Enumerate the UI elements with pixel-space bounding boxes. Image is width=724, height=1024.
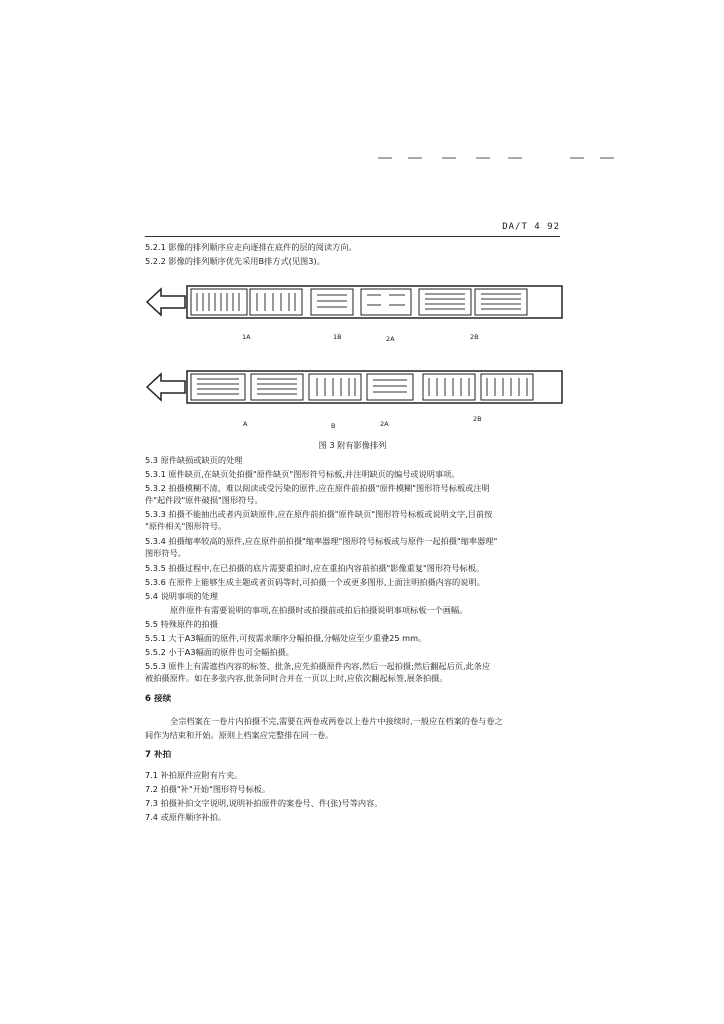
clause-7-4: 7.4 或原件顺序补拍。 bbox=[145, 812, 227, 822]
clause-5-5-1: 5.5.1 大于A3幅面的原件,可按需求顺序分幅拍摄,分幅处应至少重叠25 mm。 bbox=[145, 633, 427, 643]
frame-label: 1B bbox=[333, 333, 342, 341]
clause-5-2-2: 5.2.2 影像的排列顺序优先采用B排方式(见图3)。 bbox=[145, 256, 325, 266]
section-5-4: 5.4 说明事项的处理 bbox=[145, 591, 218, 601]
section-6-body-cont: 间作为结束和开始。原则上档案应完整排在同一卷。 bbox=[145, 730, 334, 740]
film-strip-bottom bbox=[145, 368, 565, 406]
clause-5-5-3-cont: 被拍摄原件。如在多张内容,批条同时合并在一页以上时,应依次翻起标签,展条拍摄。 bbox=[145, 673, 448, 683]
section-5-3: 5.3 原件缺损或缺页的处理 bbox=[145, 455, 243, 465]
clause-5-3-5: 5.3.5 拍摄过程中,在已拍摄的底片需要重拍时,应在重拍内容前拍摄"影像重复"图形符号标板。 bbox=[145, 563, 485, 573]
clause-5-3-3: 5.3.3 拍摄不能抽出或者内页缺原件,应在原件前拍摄"原件缺页"图形符号标板或说明文字,目前按 bbox=[145, 509, 493, 519]
arrow-left-icon bbox=[147, 374, 185, 400]
film-strip-top bbox=[145, 283, 565, 321]
top-dash-marks bbox=[378, 155, 618, 161]
clause-7-2: 7.2 拍摄"补"开始"图形符号标板。 bbox=[145, 784, 271, 794]
section-6-body: 全宗档案在一卷片内拍摄不完,需要在两卷或两卷以上卷片中接续时,一般应在档案的卷与卷之 bbox=[170, 716, 503, 726]
section-5-5: 5.5 特殊原件的拍摄 bbox=[145, 619, 218, 629]
frame-label: 2B bbox=[473, 415, 482, 423]
section-6-heading: 6 接续 bbox=[145, 694, 172, 704]
clause-7-1: 7.1 补拍原件应附有片夹。 bbox=[145, 770, 243, 780]
figure-caption: 图 3 附有影像排列 bbox=[318, 440, 387, 450]
clause-5-3-2: 5.3.2 拍摄模糊不清、难以阅读或受污染的原件,应在原件前拍摄"原件模糊"图形符号标板或注明 bbox=[145, 483, 490, 493]
clause-5-5-2: 5.5.2 小于A3幅面的原件也可全幅拍摄。 bbox=[145, 647, 294, 657]
frame-label: B bbox=[331, 422, 336, 430]
clause-5-3-6: 5.3.6 在原件上能够生成主题或者页码等时,可拍摄一个或更多图形,上面注明拍摄内容的说明。 bbox=[145, 577, 485, 587]
page-header: DA/T 4 92 bbox=[502, 222, 560, 232]
clause-5-2-1: 5.2.1 影像的排列顺序应走向逐排在底件的层的阅读方向。 bbox=[145, 242, 357, 252]
frame-label: 2A bbox=[386, 335, 395, 343]
frame-label: 2A bbox=[380, 420, 389, 428]
section-7-heading: 7 补拍 bbox=[145, 750, 172, 760]
clause-5-3-4-cont: 图形符号。 bbox=[145, 548, 186, 558]
frame-label: A bbox=[243, 420, 248, 428]
clause-5-3-2-cont: 件"起件段"原件破损"图形符号。 bbox=[145, 495, 263, 505]
clause-5-3-3-cont: "原件相关"图形符号。 bbox=[145, 521, 227, 531]
arrow-left-icon bbox=[147, 289, 185, 315]
clause-5-3-4: 5.3.4 拍摄缩率较高的原件,应在原件前拍摄"缩率器理"图形符号标板或与原件一起拍摄"缩率器理" bbox=[145, 536, 498, 546]
clause-7-3: 7.3 拍摄补拍文字说明,说明补拍原件的案卷号、件(张)号等内容。 bbox=[145, 798, 383, 808]
section-5-4-body: 原件原件有需要说明的事项,在拍摄时或拍摄前或拍后拍摄说明事项标板一个画幅。 bbox=[170, 605, 468, 615]
clause-5-5-3: 5.5.3 原件上有需遮挡内容的标签、批条,应先拍摄原件内容,然后一起拍摄;然后翻起后页,此条应 bbox=[145, 661, 491, 671]
clause-5-3-1: 5.3.1 原件缺页,在缺页处拍摄"原件缺页"图形符号标板,并注明缺页的编号或说明事项。 bbox=[145, 469, 460, 479]
frame-label: 2B bbox=[470, 333, 479, 341]
header-rule bbox=[145, 236, 560, 237]
frame-label: 1A bbox=[242, 333, 251, 341]
